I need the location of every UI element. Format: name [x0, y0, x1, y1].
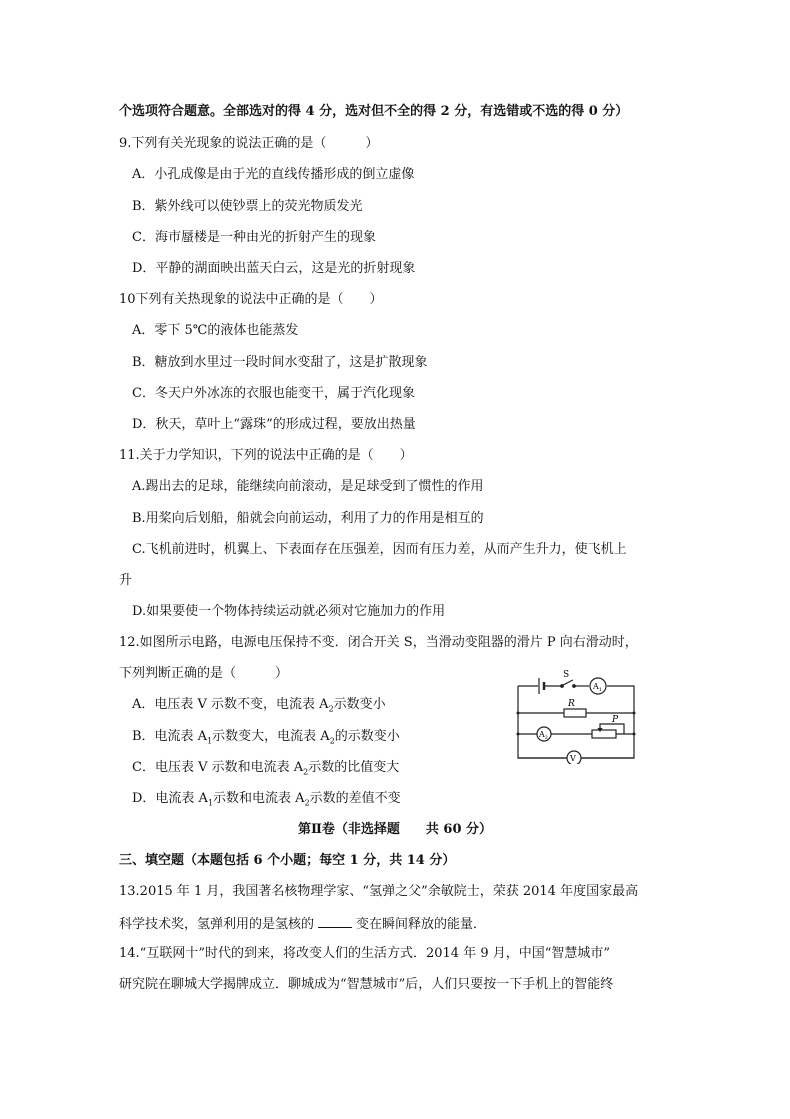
q11-option-a: A.踢出去的足球，能继续向前滚动，是足球受到了惯性的作用: [132, 479, 484, 494]
rheostat-symbol: [592, 724, 624, 738]
q11-option-d: D.如果要使一个物体持续运动就必须对它施加力的作用: [132, 604, 446, 619]
q13-line1: 13.2015 年 1 月，我国著名核物理学家、“氢弹之父”余敏院士，荣获 2014 年度国家最高: [119, 884, 639, 899]
ammeter-a2-symbol: [537, 727, 551, 741]
q10-stem: 10下列有关热现象的说法中正确的是（ ）: [119, 292, 383, 307]
svg-text:V: V: [570, 754, 576, 763]
voltmeter-symbol: [567, 751, 581, 764]
q12-option-a: A．电压表 V 示数不变，电流表 $A_2$示数变小: [132, 697, 386, 714]
q9-option-c: C．海市蜃楼是一种由光的折射产生的现象: [132, 230, 376, 245]
q14-line2: 研究院在聊城大学揭牌成立．聊城成为“智慧城市”后，人们只要按一下手机上的智能终: [119, 977, 614, 992]
q10-option-c: C．冬天户外冰冻的衣服也能变干，属于汽化现象: [132, 386, 415, 401]
q12-stem-line2: 下列判断正确的是（ ）: [119, 666, 289, 681]
circuit-diagram: [512, 668, 642, 764]
q11-option-c-continuation: 升: [119, 573, 133, 588]
resistor-r-symbol: [564, 709, 586, 717]
q10-option-a: A．零下 5℃的液体也能蒸发: [132, 323, 299, 338]
q10-option-d: D．秋天，草叶上“露珠”的形成过程，要放出热量: [132, 417, 416, 432]
q9-stem: 9.下列有关光现象的说法正确的是（ ）: [119, 136, 379, 151]
switch-symbol: [561, 680, 576, 687]
q9-option-a: A．小孔成像是由于光的直线传播形成的倒立虚像: [132, 167, 415, 182]
section-3-title: 三、填空题（本题包括 6 个小题；每空 1 分，共 14 分）: [119, 853, 456, 868]
q14-line1: 14.“互联网十”时代的到来，将改变人们的生活方式．2014 年 9 月，中国“智慧城市”: [119, 946, 611, 961]
switch-label: S: [563, 670, 570, 680]
q9-option-d: D．平静的湖面映出蓝天白云，这是光的折射现象: [132, 261, 416, 276]
q9-option-b: B．紫外线可以使钞票上的荧光物质发光: [132, 199, 363, 214]
section-2-title: 第Ⅱ卷（非选择题 共 60 分）: [297, 822, 493, 837]
q11-option-b: B.用桨向后划船，船就会向前运动，利用了力的作用是相互的: [132, 511, 484, 526]
svg-text:A1: $A_1$: [593, 682, 602, 693]
q12-stem-line1: 12.如图所示电路，电源电压保持不变．闭合开关 S，当滑动变阻器的滑片 P 向右滑动时，: [119, 635, 638, 650]
q12-option-b: B．电流表 $A_1$示数变大，电流表 $A_2$的示数变小: [132, 729, 400, 746]
q11-option-c: C.飞机前进时，机翼上、下表面存在压强差，因而有压力差，从而产生升力，使飞机上: [132, 542, 627, 557]
battery-symbol: [539, 678, 544, 694]
q12-option-d: D．电流表 $A_1$示数和电流表 $A_2$示数的差值不变: [132, 791, 401, 808]
scoring-instruction: 个选项符合题意。全部选对的得 4 分，选对但不全的得 2 分，有选错或不选的得 0 分）: [119, 104, 629, 119]
q11-stem: 11.关于力学知识，下列的说法中正确的是（ ）: [119, 448, 413, 463]
svg-text:A2: $A_2$: [539, 730, 548, 741]
q13-answer-blank[interactable]: [318, 915, 352, 928]
q13-line2: 科学技术奖，氢弹利用的是氢核的 变在瞬间释放的能量．: [119, 917, 487, 932]
q12-option-c: C．电压表 V 示数和电流表 $A_2$示数的比值变大: [132, 760, 400, 777]
resistor-label: R: [568, 699, 575, 709]
slider-label: P: [612, 715, 619, 725]
ammeter-a1-symbol: [590, 678, 606, 694]
q10-option-b: B．糖放到水里过一段时间水变甜了，这是扩散现象: [132, 355, 428, 370]
